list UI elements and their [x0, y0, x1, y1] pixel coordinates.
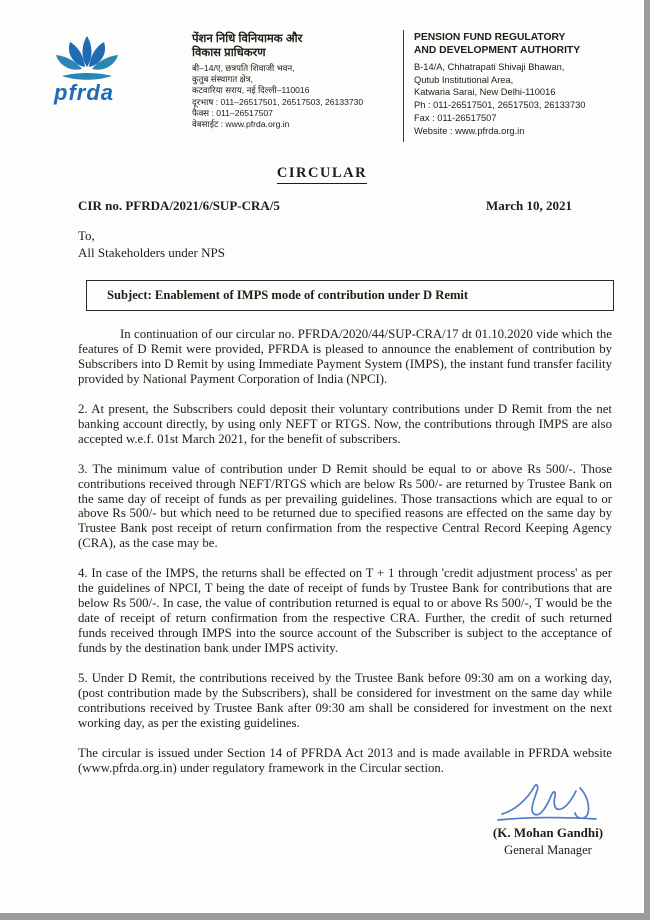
circular-number: CIR no. PFRDA/2021/6/SUP-CRA/5	[78, 198, 280, 213]
letterhead-divider	[403, 30, 404, 142]
letterhead-english	[414, 30, 614, 138]
address-line2: Qutub Institutional Area,	[414, 74, 514, 85]
org-name-hindi-line2: विकास प्राधिकरण	[192, 47, 266, 60]
closing-paragraph: The circular is issued under Section 14 of PFRDA Act 2013 and is made available in PFRDA website (www.pfrda.org.in) under regulatory framework in the Circular section.	[78, 746, 612, 776]
paragraph-2: 2. At present, the Subscribers could deposit their voluntary contributions under D Remit from the net banking account directly, by using only NEFT or RTGS. Now, the contributions through IMPS are also accepted w.e.f. 01st March 2021, for the benefit of subscribers.	[78, 401, 612, 446]
meta-row	[78, 198, 644, 214]
addressee-block	[78, 228, 644, 262]
address-hindi-line2: कुतुब संस्थागत क्षेत्र,	[192, 74, 253, 85]
circular-body	[78, 327, 612, 776]
paragraph-3: 3. The minimum value of contribution under D Remit should be equal to or above Rs 500/-. Those contributions received through NEFT/RTGS which are below Rs 500/- are returned by Trustee Bank on the same day of receipt of funds as per prevailing guidelines. Those transactions which are equal to or above Rs 500/- but which need to be returned due to specified reasons are effected on the same day by Trustee Bank post receipt of return confirmation from the respective Central Record Keeping Agency (CRA), as the case may be.	[78, 461, 612, 551]
phone-line: Ph : 011-26517501, 26517503, 26133730	[414, 100, 586, 111]
to-label: To,	[78, 228, 95, 243]
scan-edge-right	[644, 0, 650, 920]
address-hindi-line3: कटवारिया सराय, नई दिल्ली–110016	[192, 85, 310, 96]
circular-date: March 10, 2021	[485, 198, 572, 213]
paragraph-4: 4. In case of the IMPS, the returns shall be effected on T + 1 through 'credit adjustment process' as per the guidelines of NPCI, T being the date of receipt of funds by Trustee Bank for contributions that are below Rs 500/-. In case, the value of contribution returned is equal to or above Rs 500/-, T would be the date of receipt of return confirmation from the respective CRA. Further, the credit of such returned funds received through IMPS into the source account of the Subscriber is subject to the acceptance of funds by the destination bank under IMPS activity.	[78, 566, 612, 656]
circular-heading: CIRCULAR	[277, 165, 367, 184]
letterhead-hindi	[192, 30, 397, 131]
logo-wordmark: pfrda	[54, 80, 114, 105]
website-line: Website : www.pfrda.org.in	[414, 125, 525, 136]
address-line1: B-14/A, Chhatrapati Shivaji Bhawan,	[414, 61, 565, 72]
letterhead	[42, 30, 614, 142]
org-name-hindi-line1: पेंशन निधि विनियामक और	[192, 33, 303, 45]
lotus-icon	[52, 34, 122, 82]
signature-scribble	[492, 780, 604, 824]
scan-edge-bottom	[0, 913, 650, 920]
signatory-name: (K. Mohan Gandhi)	[492, 825, 604, 840]
org-name-line1: PENSION FUND REGULATORY	[414, 32, 566, 43]
signatory-title: General Manager	[504, 843, 592, 857]
addressee-line: All Stakeholders under NPS	[78, 244, 225, 260]
subject-box: Subject: Enablement of IMPS mode of contribution under D Remit	[86, 280, 614, 311]
pfrda-logo	[42, 30, 192, 104]
fax-hindi: फैक्स : 011–26517507	[192, 108, 273, 119]
paragraph-5: 5. Under D Remit, the contributions received by the Trustee Bank before 09:30 am on a working day, (post contribution made by the Subscribers), shall be considered for investment on the same day while contributions received by Trustee Bank after 09:30 am shall be considered for investment on the next working day, as per the existing guidelines.	[78, 671, 612, 731]
phone-hindi: दूरभाष : 011–26517501, 26517503, 26133730	[192, 96, 364, 107]
signature-block	[0, 780, 604, 858]
org-name-line2: AND DEVELOPMENT AUTHORITY	[414, 44, 581, 56]
website-hindi: वेबसाईट : www.pfrda.org.in	[192, 119, 290, 130]
address-hindi-line1: बी–14/ए, छत्रपति शिवाजी भवन,	[192, 62, 295, 73]
fax-line: Fax : 011-26517507	[414, 113, 497, 124]
paragraph-1: In continuation of our circular no. PFRDA/2020/44/SUP-CRA/17 dt 01.10.2020 vide which the features of D Remit were provided, PFRDA is pleased to announce the enablement of contribution by Subscribers into D Remit by using Immediate Payment System (IMPS), the instant fund transfer facility provided by National Payment Corporation of India (NPCI).	[78, 326, 612, 386]
address-line3: Katwaria Sarai, New Delhi-110016	[414, 87, 556, 98]
